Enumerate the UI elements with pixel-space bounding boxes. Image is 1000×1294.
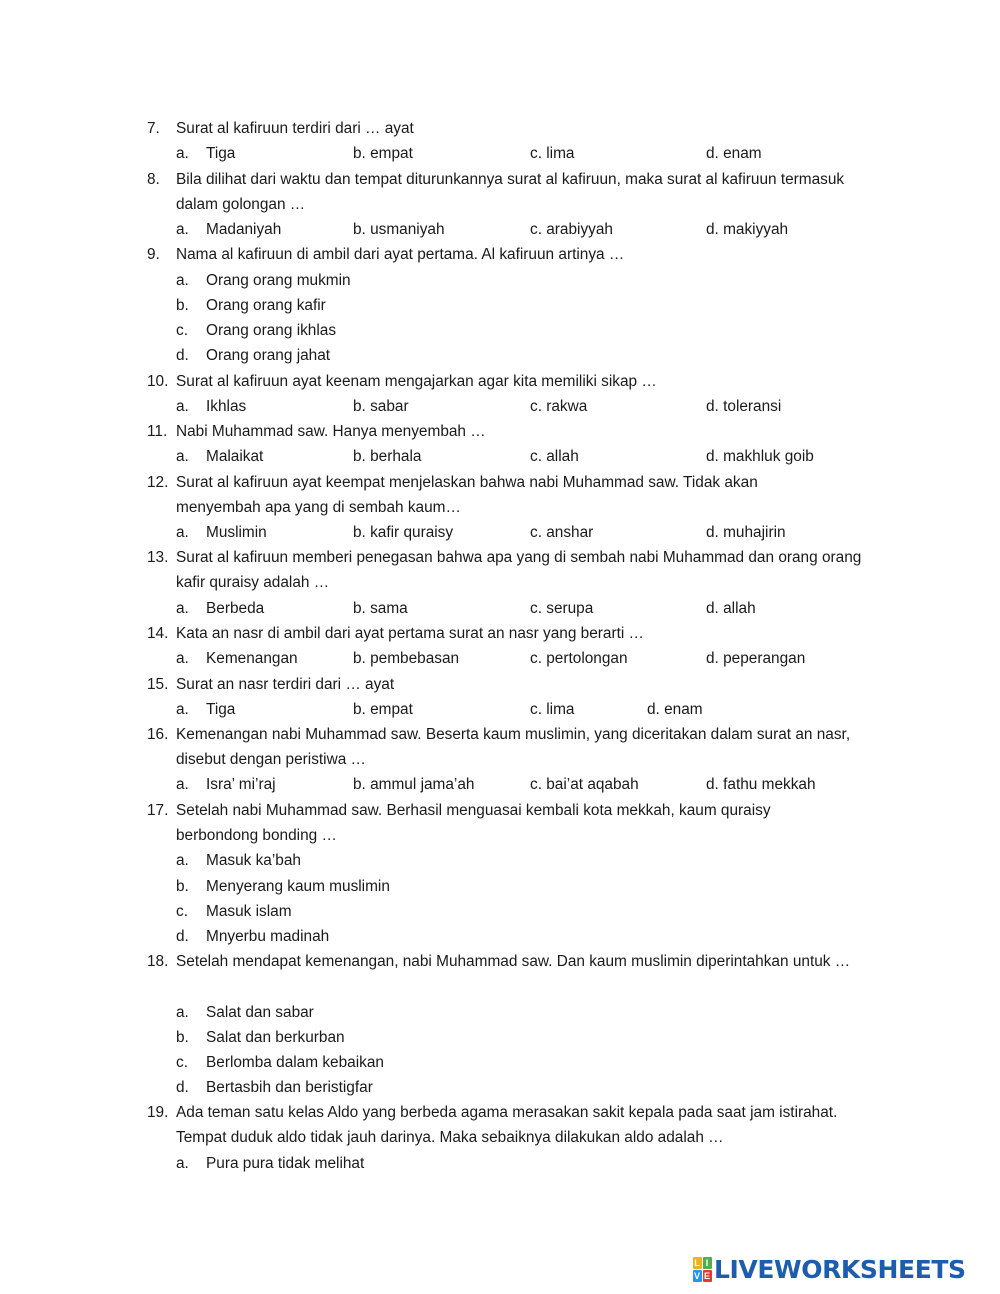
option-label: b. (176, 1029, 189, 1046)
question-number: 14. (147, 625, 169, 642)
option-a-label: a. (176, 398, 189, 415)
question-7 (147, 116, 907, 141)
option-c: c. lima (530, 701, 575, 718)
question-10-options (176, 394, 936, 419)
question-text: Surat al kafiruun terdiri dari … ayat (176, 120, 414, 137)
option-d: d. toleransi (706, 398, 782, 415)
option-text: Masuk islam (206, 903, 292, 920)
option-a: Tiga (206, 701, 236, 718)
option-text: Pura pura tidak melihat (206, 1155, 365, 1172)
option-a-label: a. (176, 701, 189, 718)
question-13-options (176, 596, 936, 621)
question-text: Bila dilihat dari waktu dan tempat diturunkannya surat al kafiruun, maka surat al kafiruun termasuk dalam golongan … (176, 171, 845, 214)
option-b: b. empat (353, 145, 413, 162)
question-text: Surat al kafiruun ayat keempat menjelaskan bahwa nabi Muhammad saw. Tidak akan menyembah apa yang di sembah kaum… (176, 474, 758, 517)
question-text: Setelah mendapat kemenangan, nabi Muhammad saw. Dan kaum muslimin diperintahkan untuk … (176, 953, 851, 970)
question-16-options (176, 772, 936, 797)
question-text: Surat al kafiruun memberi penegasan bahwa apa yang di sembah nabi Muhammad dan orang orang kafir quraisy adalah … (176, 549, 862, 592)
question-number: 19. (147, 1104, 169, 1121)
question-12-options (176, 520, 936, 545)
question-8-options (176, 217, 936, 242)
option-text: Bertasbih dan beristigfar (206, 1079, 373, 1096)
option-text: Orang orang kafir (206, 297, 326, 314)
option-a: Muslimin (206, 524, 267, 541)
question-number: 17. (147, 802, 169, 819)
option-text: Orang orang mukmin (206, 272, 351, 289)
option-label: a. (176, 852, 189, 869)
logo-tile-v: V (693, 1270, 700, 1281)
question-number: 9. (147, 246, 160, 263)
option-a: Malaikat (206, 448, 264, 465)
question-text: Setelah nabi Muhammad saw. Berhasil menguasai kembali kota mekkah, kaum quraisy berbondong bonding … (176, 802, 771, 845)
question-14 (147, 621, 907, 646)
option-c: c. serupa (530, 600, 594, 617)
option-a: Kemenangan (206, 650, 298, 667)
option-label: a. (176, 272, 189, 289)
question-13 (147, 545, 877, 596)
option-a-label: a. (176, 448, 189, 465)
option-c: c. lima (530, 145, 575, 162)
option-d: d. makhluk goib (706, 448, 814, 465)
option-c: c. arabiyyah (530, 221, 613, 238)
question-7-options (176, 141, 936, 166)
option-d: d. allah (706, 600, 756, 617)
option-a-label: a. (176, 221, 189, 238)
option-label: a. (176, 1004, 189, 1021)
question-text: Ada teman satu kelas Aldo yang berbeda agama merasakan sakit kepala pada saat jam istirahat. Tempat duduk aldo tidak jauh darinya. Maka sebaiknya dilakukan aldo adalah … (176, 1104, 838, 1147)
question-number: 18. (147, 953, 169, 970)
question-10 (147, 369, 907, 394)
option-b: b. empat (353, 701, 413, 718)
option-a: Isra’ mi’raj (206, 776, 276, 793)
option-d: d. enam (706, 145, 762, 162)
question-number: 15. (147, 676, 169, 693)
question-8 (147, 167, 847, 218)
question-number: 8. (147, 171, 160, 188)
question-text: Nama al kafiruun di ambil dari ayat pertama. Al kafiruun artinya … (176, 246, 625, 263)
option-a-label: a. (176, 650, 189, 667)
option-c: c. anshar (530, 524, 594, 541)
question-text: Kata an nasr di ambil dari ayat pertama surat an nasr yang berarti … (176, 625, 644, 642)
option-b: b. ammul jama’ah (353, 776, 475, 793)
question-text: Nabi Muhammad saw. Hanya menyembah … (176, 423, 486, 440)
question-18 (147, 949, 907, 974)
option-c: c. pertolongan (530, 650, 628, 667)
option-a: Tiga (206, 145, 236, 162)
liveworksheets-logo-icon (692, 1256, 712, 1282)
question-9 (147, 242, 907, 267)
option-d: d. enam (647, 701, 703, 718)
question-17 (147, 798, 837, 849)
logo-text: LIVEWORKSHEETS (714, 1254, 966, 1284)
option-d: d. muhajirin (706, 524, 786, 541)
question-15 (147, 672, 907, 697)
option-text: Orang orang jahat (206, 347, 331, 364)
option-a: Berbeda (206, 600, 265, 617)
question-text: Kemenangan nabi Muhammad saw. Beserta kaum muslimin, yang diceritakan dalam surat an nasr, disebut dengan peristiwa … (176, 726, 851, 769)
question-16 (147, 722, 877, 773)
option-b: b. kafir quraisy (353, 524, 454, 541)
option-text: Masuk ka’bah (206, 852, 301, 869)
question-11 (147, 419, 907, 444)
option-label: b. (176, 297, 189, 314)
option-text: Mnyerbu madinah (206, 928, 330, 945)
option-d: d. makiyyah (706, 221, 789, 238)
option-c: c. rakwa (530, 398, 588, 415)
option-a-label: a. (176, 524, 189, 541)
option-c: c. bai’at aqabah (530, 776, 639, 793)
option-label: b. (176, 878, 189, 895)
logo-tile-e: E (703, 1270, 710, 1281)
question-number: 11. (147, 423, 168, 440)
option-b: b. usmaniyah (353, 221, 445, 238)
option-a-label: a. (176, 776, 189, 793)
question-12 (147, 470, 827, 521)
option-a: Madaniyah (206, 221, 282, 238)
option-label: a. (176, 1155, 189, 1172)
logo-tile-i: I (703, 1257, 712, 1269)
option-text: Salat dan berkurban (206, 1029, 345, 1046)
question-15-options (176, 697, 936, 722)
option-a-label: a. (176, 600, 189, 617)
option-a-label: a. (176, 145, 189, 162)
question-number: 16. (147, 726, 169, 743)
option-d: d. peperangan (706, 650, 806, 667)
option-b: b. sabar (353, 398, 409, 415)
option-b: b. sama (353, 600, 408, 617)
option-text: Salat dan sabar (206, 1004, 314, 1021)
question-19 (147, 1100, 887, 1151)
option-text: Menyerang kaum muslimin (206, 878, 390, 895)
question-text: Surat an nasr terdiri dari … ayat (176, 676, 395, 693)
question-number: 12. (147, 474, 169, 491)
option-text: Berlomba dalam kebaikan (206, 1054, 384, 1071)
question-number: 7. (147, 120, 160, 137)
question-11-options (176, 444, 936, 469)
option-label: d. (176, 1079, 189, 1096)
question-text: Surat al kafiruun ayat keenam mengajarkan agar kita memiliki sikap … (176, 373, 657, 390)
liveworksheets-logo[interactable] (692, 1254, 966, 1284)
question-number: 10. (147, 373, 169, 390)
option-label: c. (176, 1054, 188, 1071)
option-label: c. (176, 322, 188, 339)
option-b: b. pembebasan (353, 650, 460, 667)
option-label: d. (176, 347, 189, 364)
option-b: b. berhala (353, 448, 422, 465)
option-d: d. fathu mekkah (706, 776, 816, 793)
option-c: c. allah (530, 448, 579, 465)
option-text: Orang orang ikhlas (206, 322, 337, 339)
logo-tile-l: L (694, 1257, 700, 1268)
option-a: Ikhlas (206, 398, 247, 415)
option-label: d. (176, 928, 189, 945)
question-14-options (176, 646, 936, 671)
question-number: 13. (147, 549, 169, 566)
option-label: c. (176, 903, 188, 920)
